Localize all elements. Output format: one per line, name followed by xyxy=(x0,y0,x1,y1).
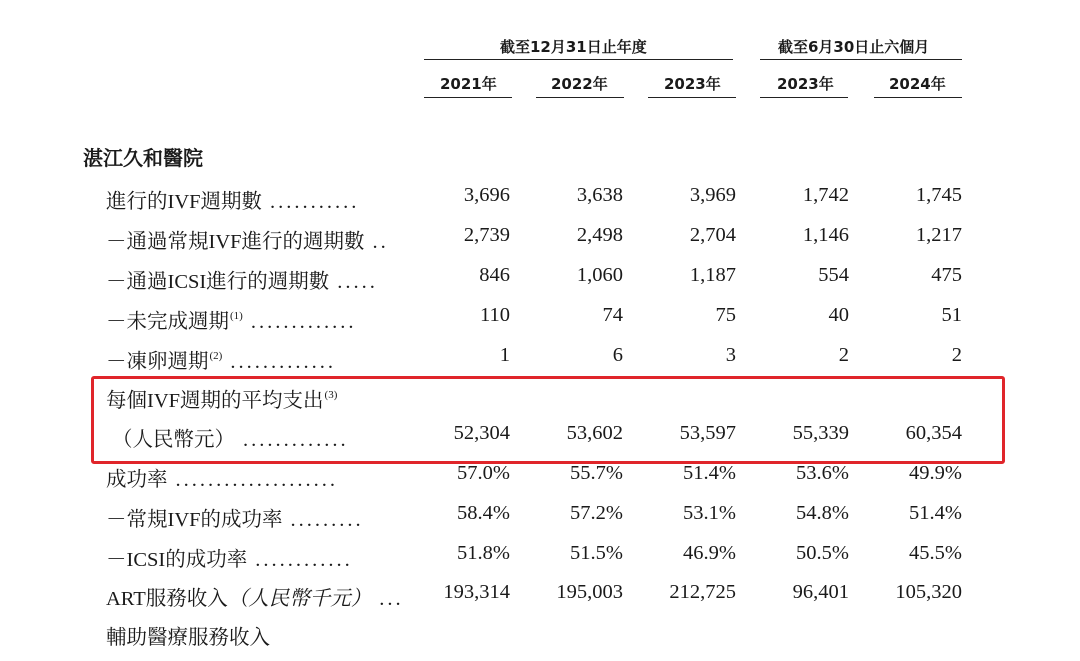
table-row xyxy=(0,502,1080,538)
cell-value: 51.8% xyxy=(457,542,510,564)
row-label: 每個IVF週期的平均支出$^{(3)}$ xyxy=(106,389,338,412)
row-label: －凍卵週期$^{(2)}$ ............. xyxy=(106,350,336,373)
cell-value: 2,704 xyxy=(689,224,736,246)
cell-value: 75 xyxy=(715,304,736,326)
table-row xyxy=(0,264,1080,300)
cell-value: 554 xyxy=(818,264,849,286)
table-row-highlight-label xyxy=(0,383,1080,419)
cell-value: 846 xyxy=(479,264,510,286)
cell-value: 55,339 xyxy=(792,422,849,444)
header-year-2023-rule xyxy=(648,97,736,98)
cell-value: 45.5% xyxy=(909,542,962,564)
cell-value: 74 xyxy=(602,304,623,326)
header-group-six-months: 截至6月30日止六個月 xyxy=(778,38,930,56)
cell-value: 110 xyxy=(480,304,510,326)
cell-value: 1,217 xyxy=(915,224,962,246)
header-year-2021: 2021年 xyxy=(440,75,497,93)
cell-value: 50.5% xyxy=(796,542,849,564)
footnote-marker: (2) xyxy=(209,350,223,362)
header-year-2023: 2023年 xyxy=(664,75,721,93)
header-year-2022: 2022年 xyxy=(551,75,608,93)
cell-value: 193,314 xyxy=(443,581,510,603)
table-row xyxy=(0,581,1080,617)
header-year-2023-h1-rule xyxy=(760,97,848,98)
cell-value: 1,187 xyxy=(689,264,736,286)
cell-value: 40 xyxy=(828,304,849,326)
cell-value: 2 xyxy=(838,344,849,366)
header-year-2024-h1-rule xyxy=(874,97,962,98)
row-label: 進行的IVF週期數 ........... xyxy=(106,191,360,213)
header-group-six-months-rule xyxy=(760,59,962,60)
row-label: ART服務收入（人民幣千元） ... xyxy=(106,588,404,610)
row-label: －ICSI的成功率 ............ xyxy=(106,549,353,571)
cell-value: 2,498 xyxy=(576,224,623,246)
cell-value: 3,969 xyxy=(689,184,736,206)
cell-value: 475 xyxy=(931,264,962,286)
cell-value: 57.0% xyxy=(457,462,510,484)
cell-value: 195,003 xyxy=(556,581,623,603)
cell-value: 3,696 xyxy=(463,184,510,206)
cell-value: 53.6% xyxy=(796,462,849,484)
section-title: 湛江久和醫院 xyxy=(83,146,203,170)
cell-value: 2 xyxy=(951,344,962,366)
row-label: －常規IVF的成功率 ......... xyxy=(106,509,364,531)
cell-value: 96,401 xyxy=(792,581,849,603)
cell-value: 53.1% xyxy=(683,502,736,524)
cell-value: 212,725 xyxy=(669,581,736,603)
cell-value: 1,060 xyxy=(576,264,623,286)
header-year-2021-rule xyxy=(424,97,512,98)
row-label: －通過常規IVF進行的週期數 .. xyxy=(106,231,389,253)
table-row xyxy=(0,304,1080,340)
table-row-highlight xyxy=(0,422,1080,458)
cell-value: 53,602 xyxy=(566,422,623,444)
cell-value: 51.5% xyxy=(570,542,623,564)
cell-value: 52,304 xyxy=(453,422,510,444)
cell-value: 53,597 xyxy=(679,422,736,444)
row-label: 輔助醫療服務收入 xyxy=(106,627,270,649)
cell-value: 57.2% xyxy=(570,502,623,524)
row-label: －未完成週期$^{(1)}$ ............. xyxy=(106,310,357,333)
cell-value: 49.9% xyxy=(909,462,962,484)
cell-value: 1,742 xyxy=(802,184,849,206)
cell-value: 1,146 xyxy=(802,224,849,246)
header-year-2023-h1: 2023年 xyxy=(777,75,834,93)
cell-value: 55.7% xyxy=(570,462,623,484)
cell-value: 2,739 xyxy=(463,224,510,246)
cell-value: 3,638 xyxy=(576,184,623,206)
table-row xyxy=(0,462,1080,498)
header-group-year-rule xyxy=(424,59,733,60)
footnote-marker: (3) xyxy=(324,389,338,401)
footnote-marker: (1) xyxy=(230,310,243,322)
cell-value: 46.9% xyxy=(683,542,736,564)
table-row-last-label xyxy=(0,620,1080,656)
row-label: （人民幣元） ............. xyxy=(112,429,349,451)
header-year-2024-h1: 2024年 xyxy=(889,75,946,93)
cell-value: 3 xyxy=(725,344,736,366)
header-year-2022-rule xyxy=(536,97,624,98)
header-group-year: 截至12月31日止年度 xyxy=(500,38,647,56)
cell-value: 51 xyxy=(941,304,962,326)
table-row xyxy=(0,224,1080,260)
cell-value: 1,745 xyxy=(915,184,962,206)
table-row xyxy=(0,344,1080,380)
cell-value: 51.4% xyxy=(683,462,736,484)
cell-value: 51.4% xyxy=(909,502,962,524)
cell-value: 58.4% xyxy=(457,502,510,524)
table-row xyxy=(0,184,1080,220)
cell-value: 60,354 xyxy=(905,422,962,444)
cell-value: 6 xyxy=(612,344,623,366)
row-label: －通過ICSI進行的週期數 ..... xyxy=(106,271,378,293)
table-row xyxy=(0,542,1080,578)
cell-value: 1 xyxy=(499,344,510,366)
cell-value: 105,320 xyxy=(895,581,962,603)
cell-value: 54.8% xyxy=(796,502,849,524)
row-label: 成功率 .................... xyxy=(106,469,338,491)
